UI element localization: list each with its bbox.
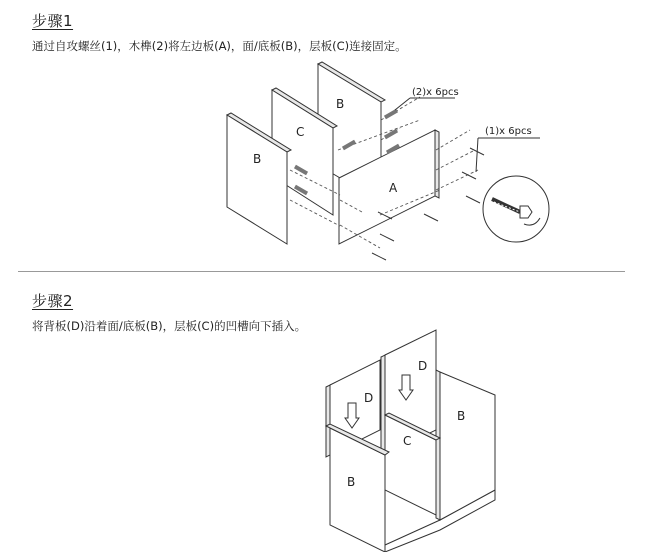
dowel-callout: (2)x 6pcs [412,87,459,98]
step2-diagram [326,330,495,552]
label-b-right: B [457,409,466,423]
label-b-top: B [336,97,345,111]
label-c: C [296,125,305,139]
label-b-left: B [253,152,262,166]
label-a: A [389,181,398,195]
screw-callout: (1)x 6pcs [485,126,532,137]
step2-description: 将背板(D)沿着面/底板(B)，层板(C)的凹槽向下插入。 [32,319,307,333]
step1-title: 步骤1 [32,12,74,30]
step2-title: 步骤2 [32,292,74,310]
screw-detail [483,176,549,242]
label-d-right: D [418,359,428,373]
step1-description: 通过自攻螺丝(1)，木榫(2)将左边板(A)，面/底板(B)，层板(C)连接固定。 [32,39,407,53]
label-d-left: D [364,391,374,405]
label-b-left-step2: B [347,475,356,489]
label-c-step2: C [403,434,412,448]
